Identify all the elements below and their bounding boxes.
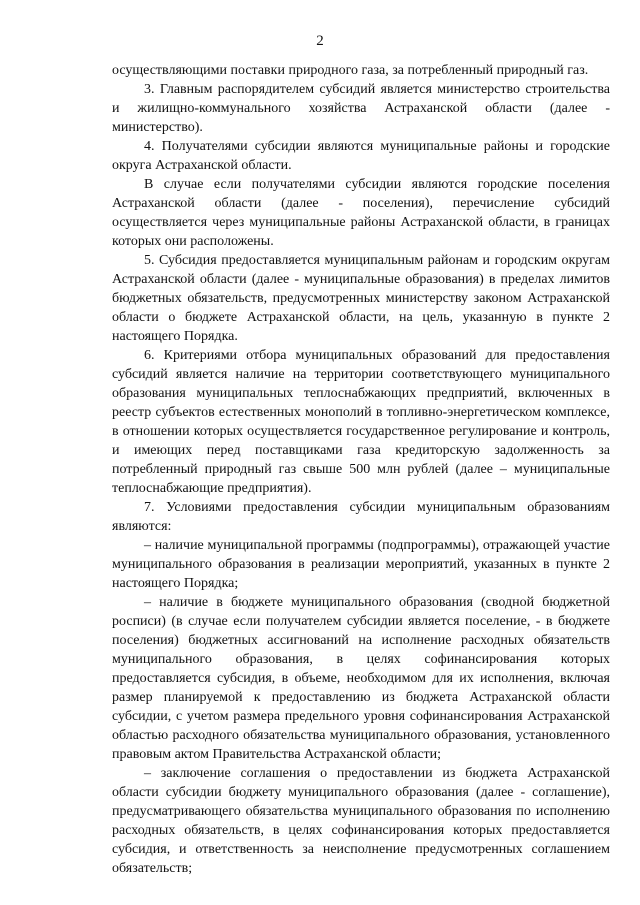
paragraph-4: 4. Получателями субсидии являются муниципальные районы и городские округа Астраханской области. bbox=[112, 139, 610, 173]
paragraph-continuation: осуществляющими поставки природного газа, за потребленный природный газ. bbox=[112, 63, 589, 78]
paragraph-6: 6. Критериями отбора муниципальных образований для предоставления субсидий является наличие на территории соответствующего муниципального образования муниципальных теплоснабжающих предприятий, включенных в реестр субъектов естественных монополий в топливно-энергетическом комплексе, в отношении которых осуществляется государственное регулирование и контроль, и имеющих перед поставщиками газа кредиторскую задолженность за потребленный природный газ свыше 500 млн рублей (далее – муниципальные теплоснабжающие предприятия). bbox=[112, 348, 610, 496]
document-body bbox=[112, 61, 610, 878]
paragraph-7: 7. Условиями предоставления субсидии муниципальным образованиям являются: bbox=[112, 500, 610, 534]
condition-item-2: – наличие в бюджете муниципального образования (сводной бюджетной росписи) (в случае если получателем субсидии является поселение, - в бюджете поселения) бюджетных ассигнований на исполнение расходных обязательств муниципального образования, в целях софинансирования которых предоставляется субсидия, в объеме, необходимом для их исполнения, включая размер планируемой к предоставлению из бюджета Астраханской области субсидии, с учетом размера предельного уровня софинансирования Астраханской областью расходного обязательства муниципального образования, установленного правовым актом Правительства Астраханской области; bbox=[112, 595, 610, 762]
condition-item-1: – наличие муниципальной программы (подпрограммы), отражающей участие муниципального образования в реализации мероприятий, указанных в пункте 2 настоящего Порядка; bbox=[112, 538, 610, 591]
paragraph-5: 5. Субсидия предоставляется муниципальным районам и городским округам Астраханской области (далее - муниципальные образования) в пределах лимитов бюджетных обязательств, предусмотренных министерству законом Астраханской области о бюджете Астраханской области, на цель, указанную в пункте 2 настоящего Порядка. bbox=[112, 253, 610, 344]
page-number: 2 bbox=[316, 33, 324, 49]
paragraph-4-settlements: В случае если получателями субсидии являются городские поселения Астраханской области (далее - поселения), перечисление субсидий осуществляется через муниципальные районы Астраханской области, в границах которых они расположены. bbox=[112, 177, 610, 249]
paragraph-3: 3. Главным распорядителем субсидий является министерство строительства и жилищно-коммунального хозяйства Астраханской области (далее - министерство). bbox=[112, 82, 610, 135]
condition-item-3: – заключение соглашения о предоставлении из бюджета Астраханской области субсидии бюджету муниципального образования (далее - соглашение), предусматривающего обязательства муниципального образования по исполнению расходных обязательств, в целях софинансирования которых предоставляется субсидия, и ответственность за неисполнение предусмотренных соглашением обязательств; bbox=[112, 766, 610, 876]
